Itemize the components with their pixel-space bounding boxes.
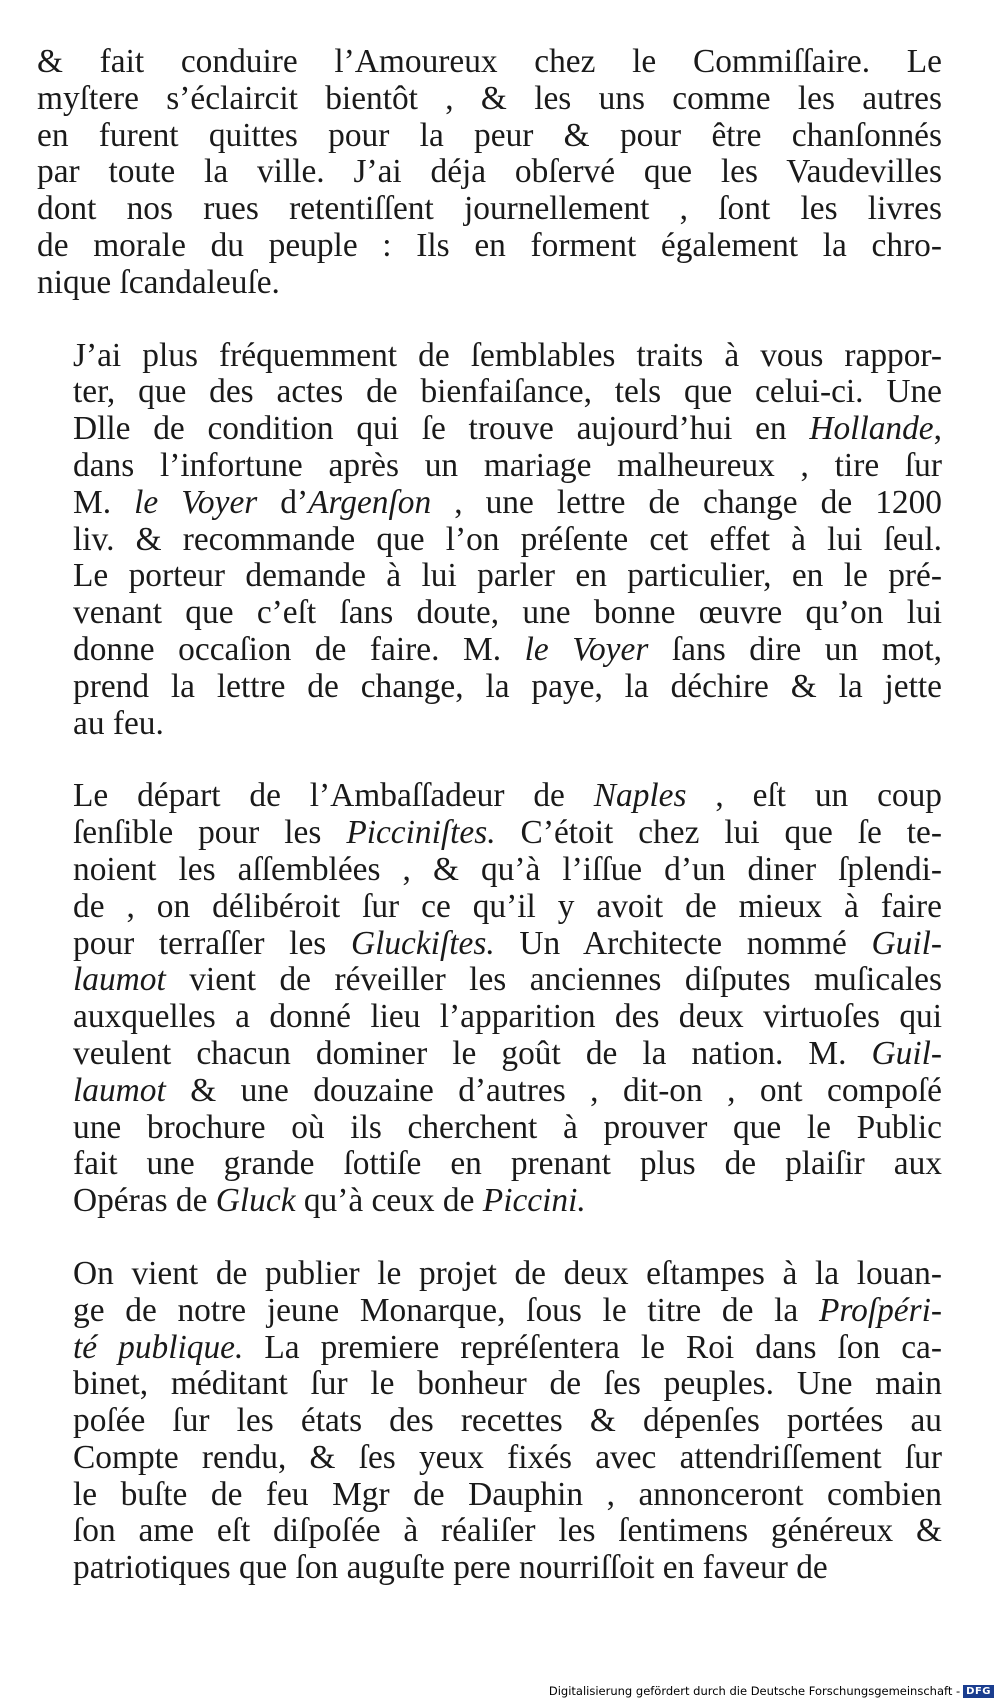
italic-text: Guil- xyxy=(871,925,942,962)
text-line xyxy=(37,778,942,815)
text-line xyxy=(37,374,942,411)
text-line xyxy=(37,706,942,743)
text-line xyxy=(37,154,942,191)
text-run: myſtere s’éclaircit bientôt , & les uns comme les autres xyxy=(37,80,942,117)
paragraph xyxy=(37,338,942,743)
text-run: pour terraſſer les xyxy=(73,925,351,962)
text-run: liv. & recommande que l’on préſente cet effet à lui ſeul. xyxy=(73,521,942,558)
text-line xyxy=(37,852,942,889)
text-run: de morale du peuple : Ils en forment également la chro- xyxy=(37,227,942,264)
document-body xyxy=(37,44,942,1587)
italic-text: té publique. xyxy=(73,1329,244,1366)
italic-text: Argenſon xyxy=(308,484,432,521)
text-line xyxy=(37,1330,942,1367)
text-run: ter, que des actes de bienfaiſance, tels que celui-ci. Une xyxy=(73,374,942,411)
text-run: au feu. xyxy=(73,705,164,742)
text-run: dont nos rues retentiſſent journellement , ſont les livres xyxy=(37,191,942,228)
text-run: ſans dire un mot, xyxy=(648,631,942,668)
text-run: vient de réveiller les anciennes diſputes muſicales xyxy=(165,962,942,999)
text-run: , xyxy=(933,411,942,448)
text-line xyxy=(37,1403,942,1440)
text-run: , eſt un coup xyxy=(686,778,942,815)
text-run: en furent quittes pour la peur & pour être chanſonnés xyxy=(37,117,942,154)
text-line xyxy=(37,1440,942,1477)
italic-text: Guil- xyxy=(871,1035,942,1072)
text-run: qu’à ceux de xyxy=(295,1183,483,1220)
italic-text: Gluckiſtes. xyxy=(350,925,495,962)
italic-text: Picciniſtes. xyxy=(346,815,496,852)
text-line xyxy=(37,485,942,522)
text-run: noient les aſſemblées , & qu’à l’iſſue d’un diner ſplendi- xyxy=(73,851,942,888)
text-run: patriotiques que ſon auguſte pere nourriſſoit en faveur de xyxy=(73,1550,828,1587)
text-line xyxy=(37,1110,942,1147)
text-line xyxy=(37,522,942,559)
text-run: , une lettre de change de 1200 xyxy=(431,484,942,521)
text-line xyxy=(37,558,942,595)
text-run: On vient de publier le projet de deux eſtampes à la louan- xyxy=(73,1255,942,1292)
text-run: & une douzaine d’autres , dit-on , ont compoſé xyxy=(165,1072,942,1109)
dfg-logo: DFG xyxy=(963,1685,994,1698)
text-run: Opéras de xyxy=(73,1183,216,1220)
text-line xyxy=(37,118,942,155)
italic-text: laumot xyxy=(73,1072,166,1109)
text-run: poſée ſur les états des recettes & dépenſes portées au xyxy=(73,1403,942,1440)
text-run: binet, méditant ſur le bonheur de ſes peuples. Une main xyxy=(73,1366,942,1403)
footer-text: Digitalisierung gefördert durch die Deutsche Forschungsgemeinschaft - xyxy=(548,1684,961,1698)
text-run: Compte rendu, & ſes yeux fixés avec attendriſſement ſur xyxy=(73,1439,942,1476)
italic-text: laumot xyxy=(73,962,166,999)
paragraph xyxy=(37,778,942,1220)
text-run: venant que c’eſt ſans doute, une bonne œuvre qu’on lui xyxy=(73,595,942,632)
text-run: Un Architecte nommé xyxy=(494,925,872,962)
text-run: auxquelles a donné lieu l’apparition des deux virtuoſes qui xyxy=(73,999,942,1036)
text-line xyxy=(37,595,942,632)
text-run: & fait conduire l’Amoureux chez le Commiſſaire. Le xyxy=(37,44,942,80)
italic-text: Gluck xyxy=(215,1183,296,1220)
text-line xyxy=(37,1477,942,1514)
italic-text: le Voyer xyxy=(524,631,649,668)
text-run: une brochure où ils cherchent à prouver que le Public xyxy=(73,1109,942,1146)
text-line xyxy=(37,228,942,265)
text-line xyxy=(37,1073,942,1110)
text-run: La premiere repréſentera le Roi dans ſon ca- xyxy=(243,1329,942,1366)
text-run: Le départ de l’Ambaſſadeur de xyxy=(73,778,594,815)
text-run: Le porteur demande à lui parler en particulier, en le pré- xyxy=(73,558,942,595)
text-line xyxy=(37,632,942,669)
paragraph-gap xyxy=(37,742,942,778)
text-line xyxy=(37,338,942,375)
text-line xyxy=(37,1183,942,1220)
text-line xyxy=(37,926,942,963)
text-line xyxy=(37,962,942,999)
text-run: le buſte de feu Mgr de Dauphin , annonceront combien xyxy=(73,1476,942,1513)
text-run: ſenſible pour les xyxy=(73,815,347,852)
text-line xyxy=(37,448,942,485)
text-line xyxy=(37,44,942,81)
text-line xyxy=(37,815,942,852)
text-line xyxy=(37,81,942,118)
text-run: ſon ame eſt diſpoſée à réaliſer les ſentimens généreux & xyxy=(73,1513,942,1550)
text-line xyxy=(37,1550,942,1587)
text-line xyxy=(37,1293,942,1330)
text-line xyxy=(37,1146,942,1183)
text-line xyxy=(37,889,942,926)
text-run: donne occaſion de faire. M. xyxy=(73,631,525,668)
paragraph-gap xyxy=(37,302,942,338)
text-run: nique ſcandaleuſe. xyxy=(37,264,280,301)
text-line xyxy=(37,1256,942,1293)
text-run: M. xyxy=(73,484,135,521)
text-run: d’ xyxy=(257,484,309,521)
text-line xyxy=(37,265,942,302)
text-line xyxy=(37,999,942,1036)
text-line xyxy=(37,1036,942,1073)
text-run: fait une grande ſottiſe en prenant plus de plaiſir aux xyxy=(73,1146,942,1183)
italic-text: Piccini. xyxy=(482,1183,586,1220)
text-run: par toute la ville. J’ai déja obſervé que les Vaudevilles xyxy=(37,154,942,191)
paragraph xyxy=(37,1256,942,1587)
text-line xyxy=(37,191,942,228)
text-line xyxy=(37,669,942,706)
text-run: J’ai plus fréquemment de ſemblables traits à vous rappor- xyxy=(73,337,942,374)
italic-text: Naples xyxy=(593,778,687,815)
text-run: de , on délibéroit ſur ce qu’il y avoit de mieux à faire xyxy=(73,888,942,925)
text-line xyxy=(37,411,942,448)
text-run: prend la lettre de change, la paye, la déchire & la jette xyxy=(73,668,942,705)
text-run: dans l’infortune après un mariage malheureux , tire ſur xyxy=(73,447,942,484)
text-line xyxy=(37,1513,942,1550)
text-line xyxy=(37,1366,942,1403)
text-run: C’étoit chez lui que ſe te- xyxy=(495,815,942,852)
text-run: ge de notre jeune Monarque, ſous le titre de la xyxy=(73,1292,819,1329)
italic-text: Proſpéri- xyxy=(818,1292,942,1329)
italic-text: le Voyer xyxy=(134,484,258,521)
footer xyxy=(549,1684,994,1698)
paragraph-gap xyxy=(37,1220,942,1256)
italic-text: Hollande xyxy=(809,411,934,448)
text-run: Dlle de condition qui ſe trouve aujourd’hui en xyxy=(73,411,810,448)
paragraph xyxy=(37,44,942,302)
text-run: veulent chacun dominer le goût de la nation. M. xyxy=(73,1035,872,1072)
